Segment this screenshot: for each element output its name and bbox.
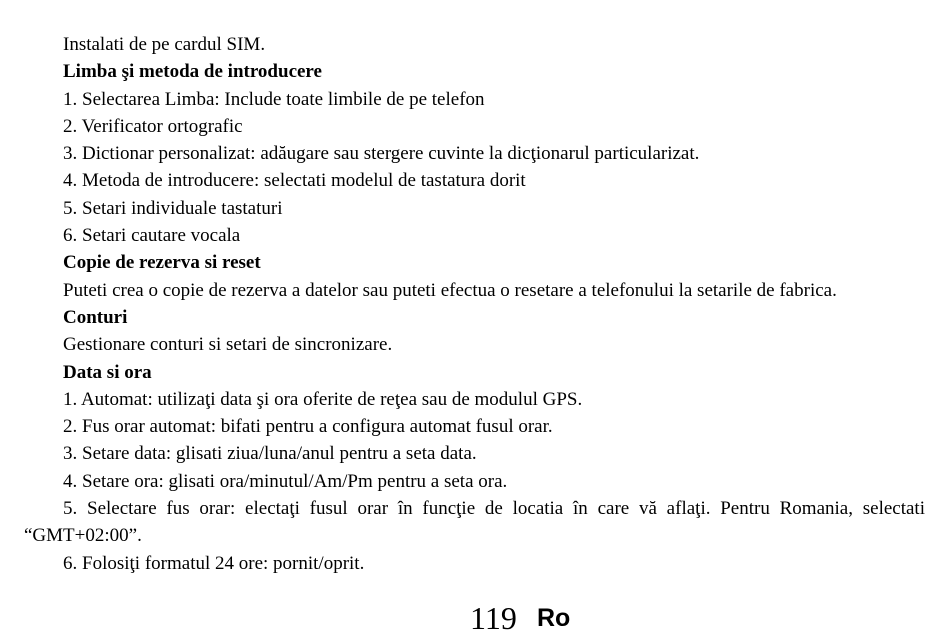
list-item: 6. Setari cautare vocala — [63, 225, 241, 247]
list-item: 6. Folosiţi formatul 24 ore: pornit/oprit. — [63, 552, 365, 574]
list-item: 4. Setare ora: glisati ora/minutul/Am/Pm pentru a seta ora. — [63, 470, 508, 492]
list-item: 3. Dictionar personalizat: adăugare sau stergere cuvinte la dicţionarul particularizat. — [63, 143, 700, 165]
list-item: 5. Setari individuale tastaturi — [63, 197, 283, 219]
list-item: 2. Verificator ortografic — [63, 115, 243, 137]
document-page-body — [24, 31, 925, 577]
intro-text: Instalati de pe cardul SIM. — [63, 34, 266, 55]
section-heading-datetime: Data si ora — [63, 361, 152, 383]
list-item-continuation: “GMT+02:00”. — [24, 525, 142, 547]
section-body-accounts: Gestionare conturi si setari de sincronizare. — [63, 334, 393, 356]
list-item: 3. Setare data: glisati ziua/luna/anul pentru a seta data. — [63, 443, 477, 465]
section-heading-backup: Copie de rezerva si reset — [63, 252, 261, 274]
section-body-backup: Puteti crea o copie de rezerva a datelor sau puteti efectua o resetare a telefonului la setarile de fabrica. — [63, 279, 837, 301]
section-heading-accounts: Conturi — [63, 306, 128, 328]
page-number: 119 — [470, 600, 517, 636]
language-code-label: Ro — [537, 604, 571, 632]
section-heading-language: Limba şi metoda de introducere — [63, 61, 322, 83]
list-item: 2. Fus orar automat: bifati pentru a configura automat fusul orar. — [63, 416, 553, 438]
list-item: 5. Selectare fus orar: electaţi fusul orar în funcţie de locatia în care vă aflaţi. Pentru Romania, selectati — [63, 498, 925, 520]
list-item: 1. Automat: utilizaţi data şi ora oferite de reţea sau de modulul GPS. — [63, 388, 583, 410]
list-item: 4. Metoda de introducere: selectati modelul de tastatura dorit — [63, 170, 526, 192]
list-item: 1. Selectarea Limba: Include toate limbile de pe telefon — [63, 88, 485, 110]
